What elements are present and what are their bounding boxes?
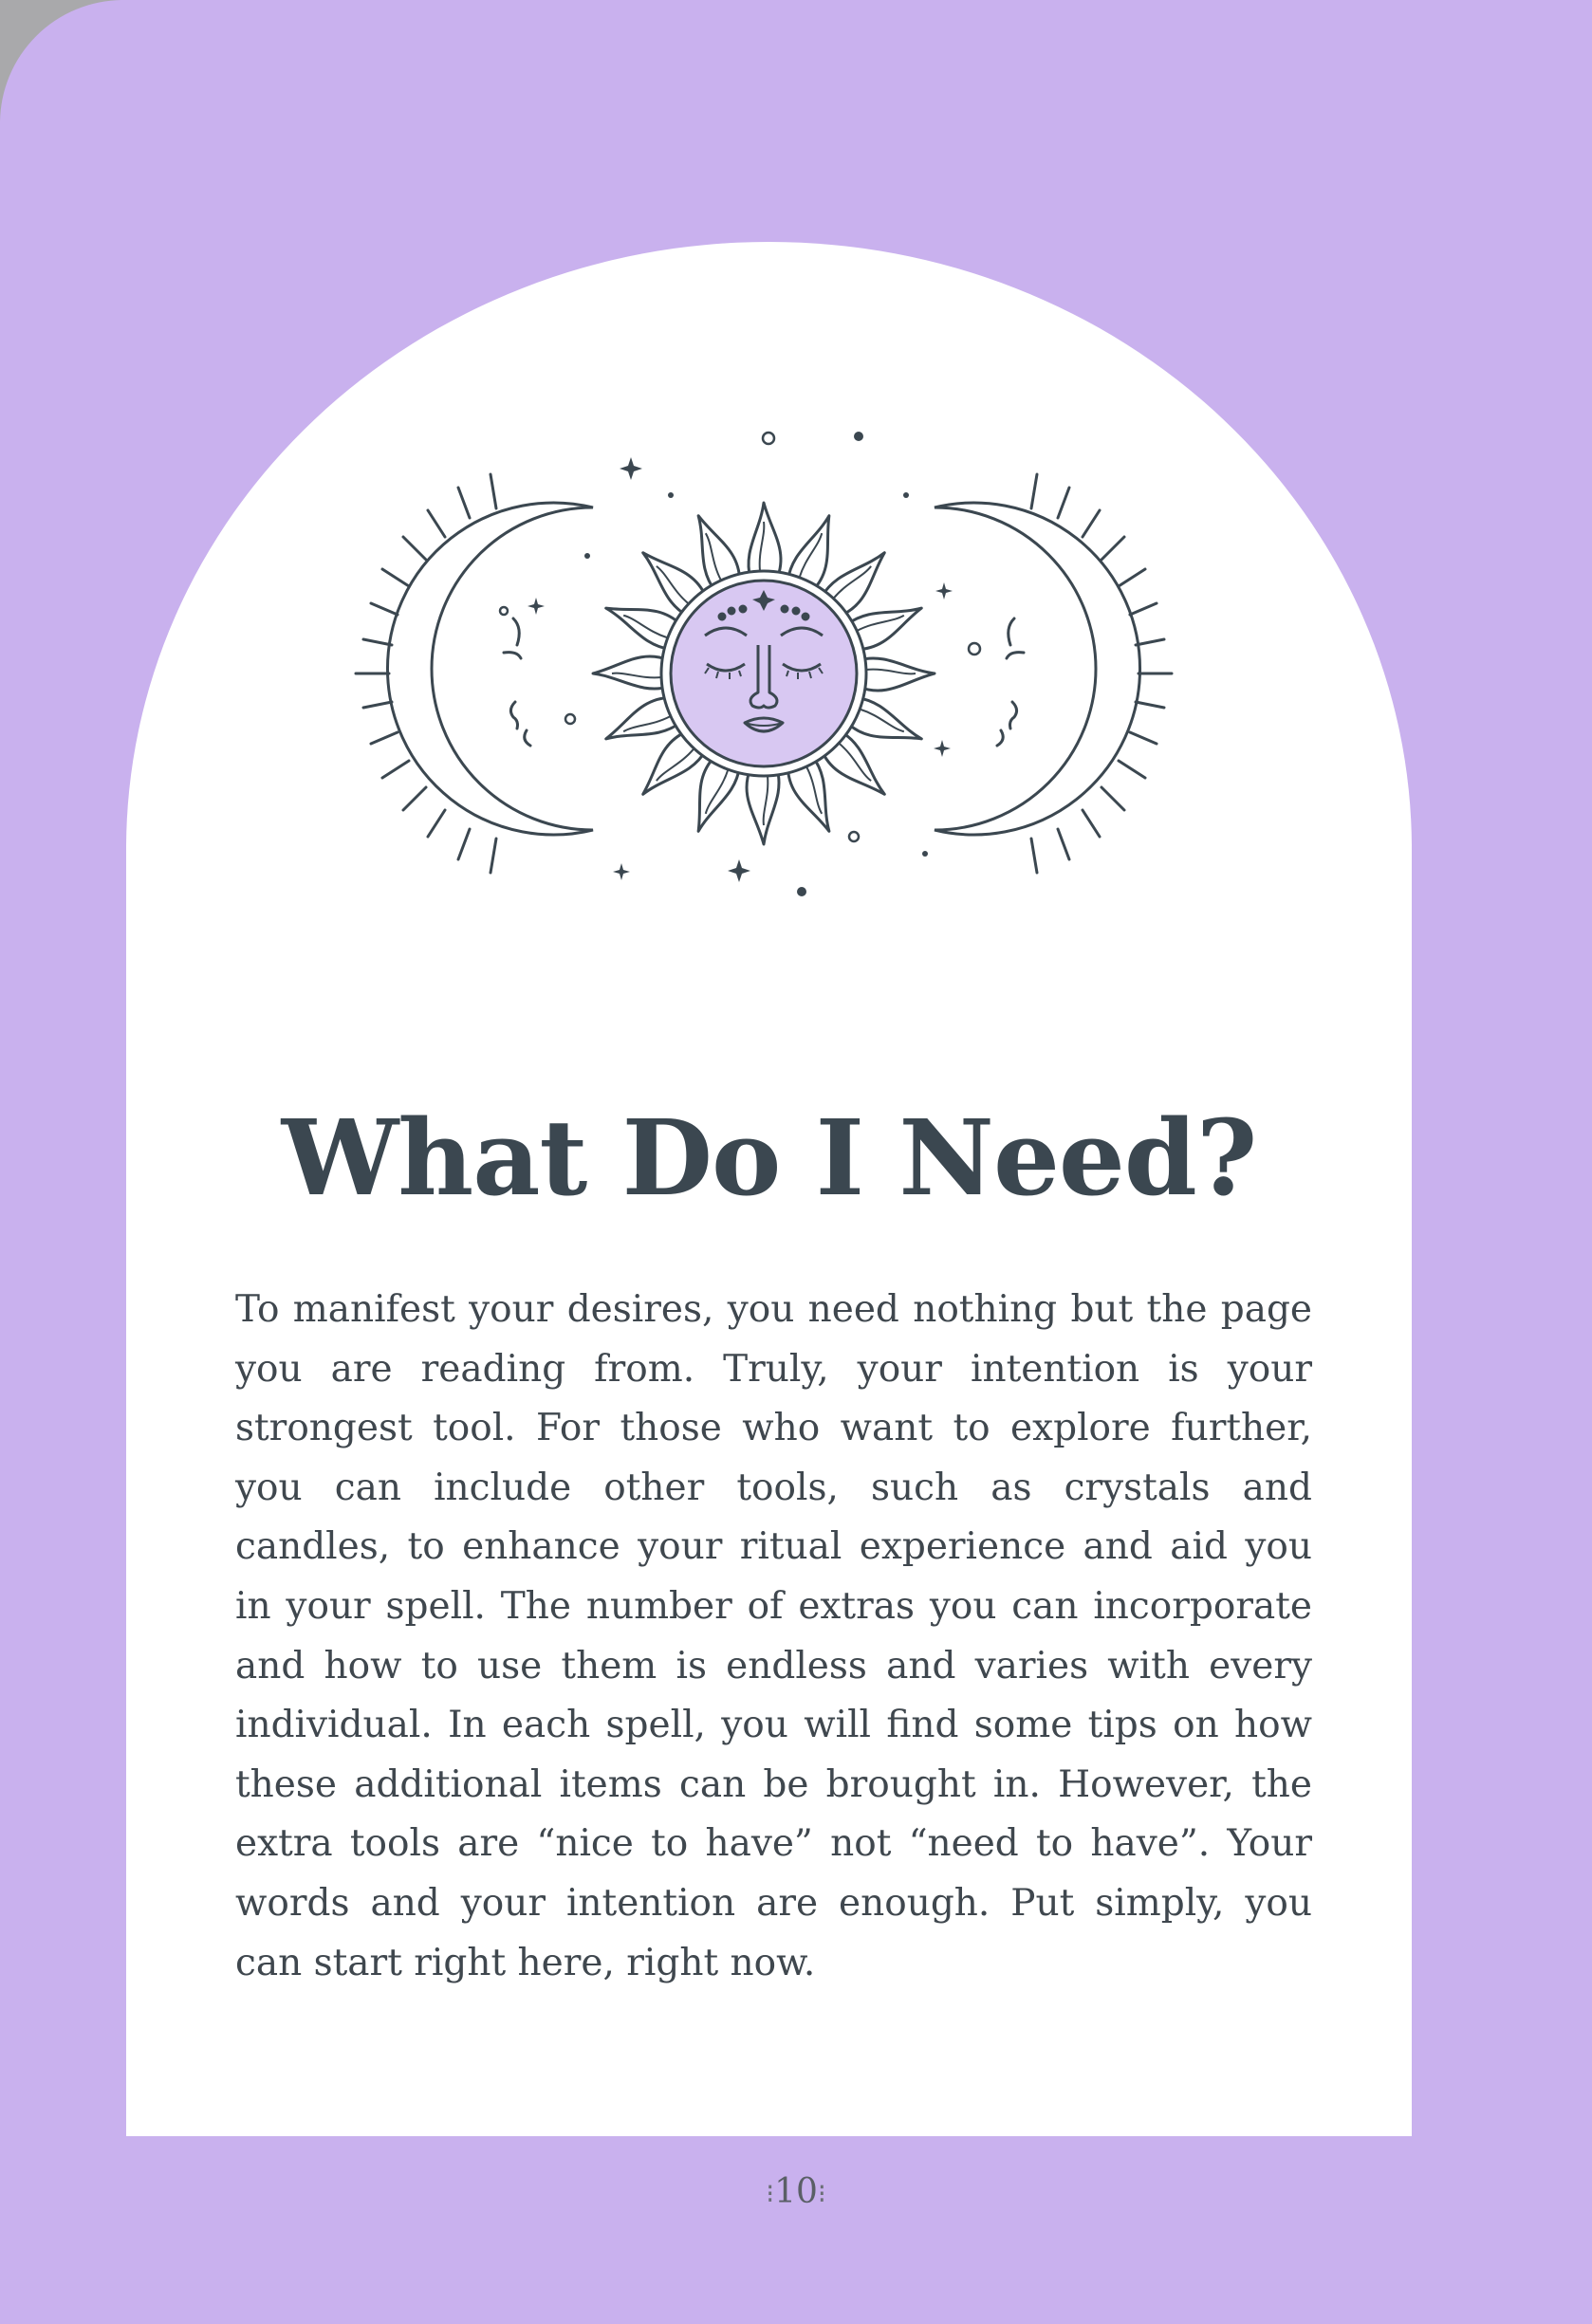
body-paragraph: To manifest your desires, you need nothing but the page you are reading from. Truly, your intention is your strongest tool. For those who want to explore further, you can include other tools, such as crystals and candles, to enhance your ritual experience and aid you in your spell. The number of extras you can incorporate and how to use them is endless and varies with every individual. In each spell, you will find some tips on how these additional items can be brought in. However, the extra tools are “nice to have” not “need to have”. Your words and your intention are enough. Put simply, you can start right here, right now.	[235, 1288, 1312, 1984]
page-number-value: 10	[774, 2172, 818, 2211]
sun-and-moons-illustration	[337, 417, 1191, 930]
page-number	[0, 2172, 1592, 2211]
ornament-left-icon: ⁝	[766, 2178, 775, 2209]
ornament-right-icon: ⁝	[817, 2178, 826, 2209]
sun-face-icon	[593, 503, 935, 844]
page-title: What Do I Need?	[281, 1097, 1257, 1219]
